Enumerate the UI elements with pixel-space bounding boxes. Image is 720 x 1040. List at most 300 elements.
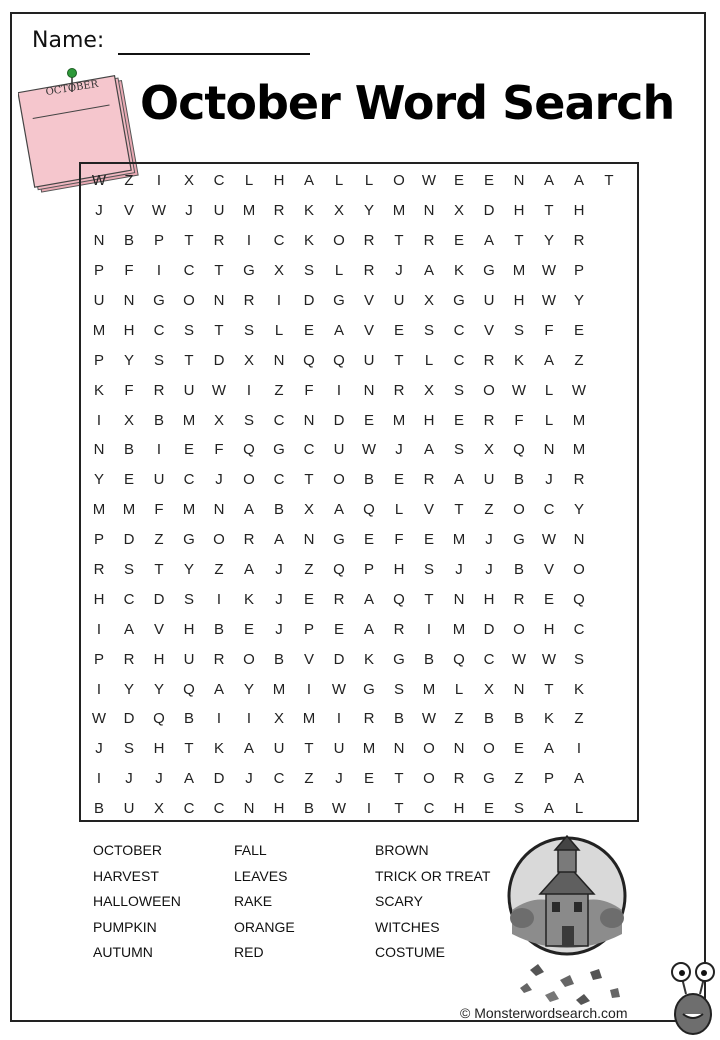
grid-letter[interactable]: A: [243, 740, 254, 758]
grid-letter[interactable]: M: [572, 411, 586, 429]
grid-letter[interactable]: A: [273, 531, 284, 549]
grid-letter[interactable]: D: [153, 590, 165, 608]
grid-letter[interactable]: Z: [514, 770, 524, 788]
grid-letter[interactable]: H: [123, 321, 135, 339]
grid-letter[interactable]: S: [453, 381, 464, 399]
grid-letter[interactable]: Y: [153, 680, 164, 698]
grid-letter[interactable]: D: [213, 351, 225, 369]
grid-letter[interactable]: B: [483, 710, 494, 728]
grid-letter[interactable]: M: [572, 441, 586, 459]
grid-letter[interactable]: L: [394, 501, 404, 519]
grid-letter[interactable]: Z: [574, 351, 584, 369]
grid-letter[interactable]: E: [393, 471, 404, 489]
grid-letter[interactable]: M: [92, 501, 106, 519]
grid-letter[interactable]: M: [92, 321, 106, 339]
grid-letter[interactable]: M: [452, 531, 466, 549]
grid-letter[interactable]: H: [543, 620, 555, 638]
grid-letter[interactable]: E: [453, 172, 464, 190]
grid-letter[interactable]: I: [426, 620, 432, 638]
grid-letter[interactable]: C: [273, 770, 285, 788]
grid-letter[interactable]: S: [393, 680, 404, 698]
grid-letter[interactable]: K: [303, 202, 314, 220]
grid-letter[interactable]: H: [513, 292, 525, 309]
grid-letter[interactable]: X: [423, 292, 434, 309]
grid-letter[interactable]: T: [154, 561, 164, 579]
grid-letter[interactable]: I: [156, 262, 162, 280]
grid-letter[interactable]: Y: [363, 202, 374, 220]
grid-letter[interactable]: M: [452, 620, 466, 638]
grid-letter[interactable]: J: [545, 471, 553, 489]
grid-letter[interactable]: R: [423, 232, 435, 250]
grid-letter[interactable]: A: [543, 172, 554, 190]
grid-letter[interactable]: W: [91, 710, 107, 728]
grid-letter[interactable]: B: [513, 710, 524, 728]
grid-letter[interactable]: E: [573, 321, 584, 339]
grid-letter[interactable]: [594, 315, 624, 345]
grid-letter[interactable]: E: [123, 471, 134, 489]
grid-letter[interactable]: S: [453, 441, 464, 459]
grid-letter[interactable]: N: [513, 172, 525, 190]
grid-letter[interactable]: O: [513, 620, 525, 638]
grid-letter[interactable]: R: [483, 351, 495, 369]
grid-letter[interactable]: F: [124, 262, 134, 280]
grid-letter[interactable]: Y: [543, 232, 554, 250]
grid-letter[interactable]: U: [183, 381, 195, 399]
grid-letter[interactable]: R: [363, 262, 375, 280]
grid-letter[interactable]: M: [122, 501, 136, 519]
grid-letter[interactable]: A: [213, 680, 224, 698]
grid-letter[interactable]: S: [513, 321, 524, 339]
grid-letter[interactable]: I: [276, 292, 282, 309]
grid-letter[interactable]: N: [273, 351, 285, 369]
grid-letter[interactable]: L: [544, 411, 554, 429]
grid-letter[interactable]: P: [573, 262, 584, 280]
grid-letter[interactable]: B: [123, 232, 134, 250]
grid-letter[interactable]: M: [182, 501, 196, 519]
grid-letter[interactable]: X: [183, 172, 194, 190]
grid-letter[interactable]: U: [483, 471, 495, 489]
grid-letter[interactable]: G: [153, 292, 165, 309]
grid-letter[interactable]: W: [361, 441, 377, 459]
grid-letter[interactable]: H: [393, 561, 405, 579]
grid-letter[interactable]: [594, 794, 624, 824]
grid-letter[interactable]: N: [573, 531, 585, 549]
grid-letter[interactable]: G: [333, 531, 345, 549]
grid-letter[interactable]: O: [483, 381, 495, 399]
grid-letter[interactable]: E: [423, 531, 434, 549]
grid-letter[interactable]: D: [123, 710, 135, 728]
grid-letter[interactable]: P: [93, 650, 104, 668]
grid-letter[interactable]: X: [483, 680, 494, 698]
grid-letter[interactable]: C: [273, 232, 285, 250]
grid-letter[interactable]: T: [214, 262, 224, 280]
grid-letter[interactable]: T: [544, 680, 554, 698]
grid-letter[interactable]: S: [243, 411, 254, 429]
grid-letter[interactable]: F: [514, 411, 524, 429]
grid-letter[interactable]: K: [543, 710, 554, 728]
grid-letter[interactable]: I: [306, 680, 312, 698]
grid-letter[interactable]: I: [96, 411, 102, 429]
grid-letter[interactable]: X: [483, 441, 494, 459]
grid-letter[interactable]: Z: [274, 381, 284, 399]
grid-letter[interactable]: M: [392, 411, 406, 429]
grid-letter[interactable]: S: [303, 262, 314, 280]
grid-letter[interactable]: R: [243, 292, 255, 309]
grid-letter[interactable]: I: [246, 710, 252, 728]
grid-letter[interactable]: Q: [333, 351, 345, 369]
grid-letter[interactable]: G: [393, 650, 405, 668]
grid-letter[interactable]: I: [246, 381, 252, 399]
grid-letter[interactable]: A: [543, 800, 554, 818]
grid-letter[interactable]: T: [544, 202, 554, 220]
name-line[interactable]: [118, 53, 310, 55]
grid-letter[interactable]: U: [483, 292, 495, 309]
grid-letter[interactable]: A: [423, 441, 434, 459]
grid-letter[interactable]: U: [123, 800, 135, 818]
grid-letter[interactable]: T: [184, 740, 194, 758]
grid-letter[interactable]: C: [453, 351, 465, 369]
grid-letter[interactable]: [594, 435, 624, 465]
grid-letter[interactable]: U: [93, 292, 105, 309]
grid-letter[interactable]: B: [393, 710, 404, 728]
grid-letter[interactable]: B: [153, 411, 164, 429]
grid-letter[interactable]: O: [393, 172, 405, 190]
grid-letter[interactable]: C: [153, 321, 165, 339]
grid-letter[interactable]: J: [485, 561, 493, 579]
grid-letter[interactable]: X: [303, 501, 314, 519]
grid-letter[interactable]: R: [453, 770, 465, 788]
grid-letter[interactable]: J: [275, 620, 283, 638]
grid-letter[interactable]: I: [576, 740, 582, 758]
grid-letter[interactable]: R: [483, 411, 495, 429]
grid-letter[interactable]: W: [541, 650, 557, 668]
grid-letter[interactable]: E: [363, 770, 374, 788]
grid-letter[interactable]: J: [215, 471, 223, 489]
grid-letter[interactable]: H: [93, 590, 105, 608]
grid-letter[interactable]: S: [123, 740, 134, 758]
grid-letter[interactable]: A: [453, 471, 464, 489]
grid-letter[interactable]: Z: [484, 501, 494, 519]
grid-letter[interactable]: I: [366, 800, 372, 818]
grid-letter[interactable]: [594, 644, 624, 674]
grid-letter[interactable]: C: [183, 262, 195, 280]
grid-letter[interactable]: R: [573, 471, 585, 489]
grid-letter[interactable]: R: [213, 232, 225, 250]
grid-letter[interactable]: O: [243, 650, 255, 668]
grid-letter[interactable]: N: [513, 680, 525, 698]
grid-letter[interactable]: G: [513, 531, 525, 549]
grid-letter[interactable]: M: [512, 262, 526, 280]
grid-letter[interactable]: P: [303, 620, 314, 638]
grid-letter[interactable]: A: [363, 590, 374, 608]
grid-letter[interactable]: J: [455, 561, 463, 579]
grid-letter[interactable]: S: [423, 561, 434, 579]
grid-letter[interactable]: B: [123, 441, 134, 459]
grid-letter[interactable]: Z: [574, 710, 584, 728]
grid-letter[interactable]: C: [183, 800, 195, 818]
grid-letter[interactable]: T: [394, 232, 404, 250]
grid-letter[interactable]: [594, 734, 624, 764]
grid-letter[interactable]: M: [182, 411, 196, 429]
grid-letter[interactable]: I: [156, 172, 162, 190]
grid-letter[interactable]: Q: [393, 590, 405, 608]
grid-letter[interactable]: N: [423, 202, 435, 220]
grid-letter[interactable]: W: [421, 710, 437, 728]
grid-letter[interactable]: W: [541, 531, 557, 549]
grid-letter[interactable]: [594, 555, 624, 585]
grid-letter[interactable]: J: [95, 202, 103, 220]
grid-letter[interactable]: B: [363, 471, 374, 489]
grid-letter[interactable]: T: [454, 501, 464, 519]
grid-letter[interactable]: N: [213, 501, 225, 519]
grid-letter[interactable]: C: [453, 321, 465, 339]
grid-letter[interactable]: W: [571, 381, 587, 399]
grid-letter[interactable]: E: [483, 172, 494, 190]
grid-letter[interactable]: K: [513, 351, 524, 369]
grid-letter[interactable]: K: [93, 381, 104, 399]
grid-letter[interactable]: V: [423, 501, 434, 519]
grid-letter[interactable]: U: [393, 292, 405, 309]
grid-letter[interactable]: M: [392, 202, 406, 220]
grid-letter[interactable]: N: [543, 441, 555, 459]
grid-letter[interactable]: U: [363, 351, 375, 369]
grid-letter[interactable]: B: [303, 800, 314, 818]
grid-letter[interactable]: Z: [154, 531, 164, 549]
grid-letter[interactable]: U: [333, 740, 345, 758]
grid-letter[interactable]: J: [275, 590, 283, 608]
grid-letter[interactable]: W: [541, 292, 557, 309]
grid-letter[interactable]: H: [153, 740, 165, 758]
grid-letter[interactable]: N: [453, 590, 465, 608]
grid-letter[interactable]: D: [303, 292, 315, 309]
grid-letter[interactable]: N: [303, 411, 315, 429]
grid-letter[interactable]: W: [331, 800, 347, 818]
grid-letter[interactable]: I: [336, 710, 342, 728]
grid-letter[interactable]: A: [243, 561, 254, 579]
grid-letter[interactable]: M: [422, 680, 436, 698]
grid-letter[interactable]: L: [244, 172, 254, 190]
grid-letter[interactable]: Q: [333, 561, 345, 579]
grid-letter[interactable]: C: [213, 800, 225, 818]
grid-letter[interactable]: S: [243, 321, 254, 339]
grid-letter[interactable]: H: [513, 202, 525, 220]
grid-letter[interactable]: O: [333, 232, 345, 250]
grid-letter[interactable]: W: [151, 202, 167, 220]
grid-letter[interactable]: W: [541, 262, 557, 280]
grid-letter[interactable]: Z: [304, 561, 314, 579]
grid-letter[interactable]: A: [363, 620, 374, 638]
grid-letter[interactable]: Y: [123, 680, 134, 698]
grid-letter[interactable]: U: [153, 471, 165, 489]
grid-letter[interactable]: E: [303, 321, 314, 339]
grid-letter[interactable]: O: [573, 561, 585, 579]
grid-letter[interactable]: [594, 465, 624, 495]
grid-letter[interactable]: J: [275, 561, 283, 579]
grid-letter[interactable]: T: [394, 351, 404, 369]
grid-letter[interactable]: Q: [513, 441, 525, 459]
grid-letter[interactable]: E: [543, 590, 554, 608]
grid-letter[interactable]: T: [394, 770, 404, 788]
grid-letter[interactable]: F: [394, 531, 404, 549]
grid-letter[interactable]: H: [153, 650, 165, 668]
grid-letter[interactable]: L: [364, 172, 374, 190]
grid-letter[interactable]: G: [183, 531, 195, 549]
grid-letter[interactable]: K: [243, 590, 254, 608]
grid-letter[interactable]: V: [483, 321, 494, 339]
grid-letter[interactable]: C: [303, 441, 315, 459]
grid-letter[interactable]: Y: [243, 680, 254, 698]
grid-letter[interactable]: D: [333, 650, 345, 668]
grid-letter[interactable]: Q: [153, 710, 165, 728]
grid-letter[interactable]: X: [123, 411, 134, 429]
grid-letter[interactable]: O: [213, 531, 225, 549]
grid-letter[interactable]: B: [423, 650, 434, 668]
grid-letter[interactable]: L: [334, 262, 344, 280]
grid-letter[interactable]: W: [511, 381, 527, 399]
grid-letter[interactable]: H: [273, 172, 285, 190]
grid-letter[interactable]: Z: [454, 710, 464, 728]
grid-letter[interactable]: O: [423, 770, 435, 788]
grid-letter[interactable]: E: [303, 590, 314, 608]
grid-letter[interactable]: G: [483, 770, 495, 788]
grid-letter[interactable]: R: [213, 650, 225, 668]
grid-letter[interactable]: Q: [183, 680, 195, 698]
grid-letter[interactable]: N: [453, 740, 465, 758]
grid-letter[interactable]: X: [273, 710, 284, 728]
grid-letter[interactable]: U: [273, 740, 285, 758]
grid-letter[interactable]: O: [423, 740, 435, 758]
grid-letter[interactable]: X: [423, 381, 434, 399]
grid-letter[interactable]: O: [513, 501, 525, 519]
grid-letter[interactable]: Y: [573, 501, 584, 519]
grid-letter[interactable]: G: [243, 262, 255, 280]
grid-letter[interactable]: V: [363, 292, 374, 309]
grid-letter[interactable]: E: [513, 740, 524, 758]
grid-letter[interactable]: R: [333, 590, 345, 608]
grid-letter[interactable]: Q: [453, 650, 465, 668]
grid-letter[interactable]: D: [483, 620, 495, 638]
grid-letter[interactable]: Z: [124, 172, 134, 190]
grid-letter[interactable]: D: [483, 202, 495, 220]
grid-letter[interactable]: V: [153, 620, 164, 638]
grid-letter[interactable]: D: [333, 411, 345, 429]
grid-letter[interactable]: L: [544, 381, 554, 399]
grid-letter[interactable]: [594, 286, 624, 316]
grid-letter[interactable]: O: [243, 471, 255, 489]
grid-letter[interactable]: H: [183, 620, 195, 638]
grid-letter[interactable]: X: [213, 411, 224, 429]
grid-letter[interactable]: A: [573, 770, 584, 788]
grid-letter[interactable]: [594, 614, 624, 644]
grid-letter[interactable]: G: [273, 441, 285, 459]
grid-letter[interactable]: A: [123, 620, 134, 638]
grid-letter[interactable]: U: [213, 202, 225, 220]
grid-letter[interactable]: T: [304, 740, 314, 758]
grid-letter[interactable]: E: [333, 620, 344, 638]
grid-letter[interactable]: C: [183, 471, 195, 489]
grid-letter[interactable]: G: [363, 680, 375, 698]
grid-letter[interactable]: M: [362, 740, 376, 758]
grid-letter[interactable]: F: [124, 381, 134, 399]
grid-letter[interactable]: S: [183, 321, 194, 339]
grid-letter[interactable]: O: [183, 292, 195, 309]
grid-letter[interactable]: B: [93, 800, 104, 818]
grid-letter[interactable]: [594, 375, 624, 405]
grid-letter[interactable]: J: [155, 770, 163, 788]
grid-letter[interactable]: [594, 196, 624, 226]
grid-letter[interactable]: C: [543, 501, 555, 519]
grid-letter[interactable]: [594, 704, 624, 734]
grid-letter[interactable]: E: [453, 232, 464, 250]
grid-letter[interactable]: I: [216, 710, 222, 728]
grid-letter[interactable]: A: [573, 172, 584, 190]
grid-letter[interactable]: G: [333, 292, 345, 309]
grid-letter[interactable]: J: [395, 262, 403, 280]
grid-letter[interactable]: F: [544, 321, 554, 339]
grid-letter[interactable]: Y: [573, 292, 584, 309]
grid-letter[interactable]: C: [483, 650, 495, 668]
grid-letter[interactable]: Z: [214, 561, 224, 579]
grid-letter[interactable]: S: [153, 351, 164, 369]
grid-letter[interactable]: E: [453, 411, 464, 429]
grid-letter[interactable]: A: [183, 770, 194, 788]
grid-letter[interactable]: J: [125, 770, 133, 788]
grid-letter[interactable]: S: [513, 800, 524, 818]
grid-letter[interactable]: S: [183, 590, 194, 608]
grid-letter[interactable]: [594, 345, 624, 375]
grid-letter[interactable]: J: [335, 770, 343, 788]
grid-letter[interactable]: M: [302, 710, 316, 728]
grid-letter[interactable]: J: [485, 531, 493, 549]
grid-letter[interactable]: [594, 256, 624, 286]
grid-letter[interactable]: R: [123, 650, 135, 668]
grid-letter[interactable]: Y: [183, 561, 194, 579]
grid-letter[interactable]: V: [123, 202, 134, 220]
grid-letter[interactable]: N: [213, 292, 225, 309]
grid-letter[interactable]: B: [273, 650, 284, 668]
grid-letter[interactable]: N: [93, 441, 105, 459]
grid-letter[interactable]: B: [183, 710, 194, 728]
grid-letter[interactable]: T: [604, 172, 614, 190]
grid-letter[interactable]: X: [273, 262, 284, 280]
grid-letter[interactable]: F: [154, 501, 164, 519]
grid-letter[interactable]: N: [363, 381, 375, 399]
grid-letter[interactable]: X: [453, 202, 464, 220]
grid-letter[interactable]: R: [393, 381, 405, 399]
grid-letter[interactable]: U: [333, 441, 345, 459]
grid-letter[interactable]: C: [423, 800, 435, 818]
grid-letter[interactable]: S: [573, 650, 584, 668]
grid-letter[interactable]: S: [123, 561, 134, 579]
grid-letter[interactable]: T: [394, 800, 404, 818]
grid-letter[interactable]: M: [272, 680, 286, 698]
grid-letter[interactable]: L: [274, 321, 284, 339]
grid-letter[interactable]: X: [153, 800, 164, 818]
grid-letter[interactable]: T: [184, 232, 194, 250]
grid-letter[interactable]: N: [243, 800, 255, 818]
grid-letter[interactable]: K: [453, 262, 464, 280]
grid-letter[interactable]: [594, 405, 624, 435]
grid-letter[interactable]: K: [363, 650, 374, 668]
grid-letter[interactable]: R: [363, 710, 375, 728]
grid-letter[interactable]: Q: [573, 590, 585, 608]
grid-letter[interactable]: P: [543, 770, 554, 788]
grid-letter[interactable]: E: [243, 620, 254, 638]
grid-letter[interactable]: W: [211, 381, 227, 399]
grid-letter[interactable]: D: [123, 531, 135, 549]
grid-letter[interactable]: R: [273, 202, 285, 220]
grid-letter[interactable]: I: [246, 232, 252, 250]
